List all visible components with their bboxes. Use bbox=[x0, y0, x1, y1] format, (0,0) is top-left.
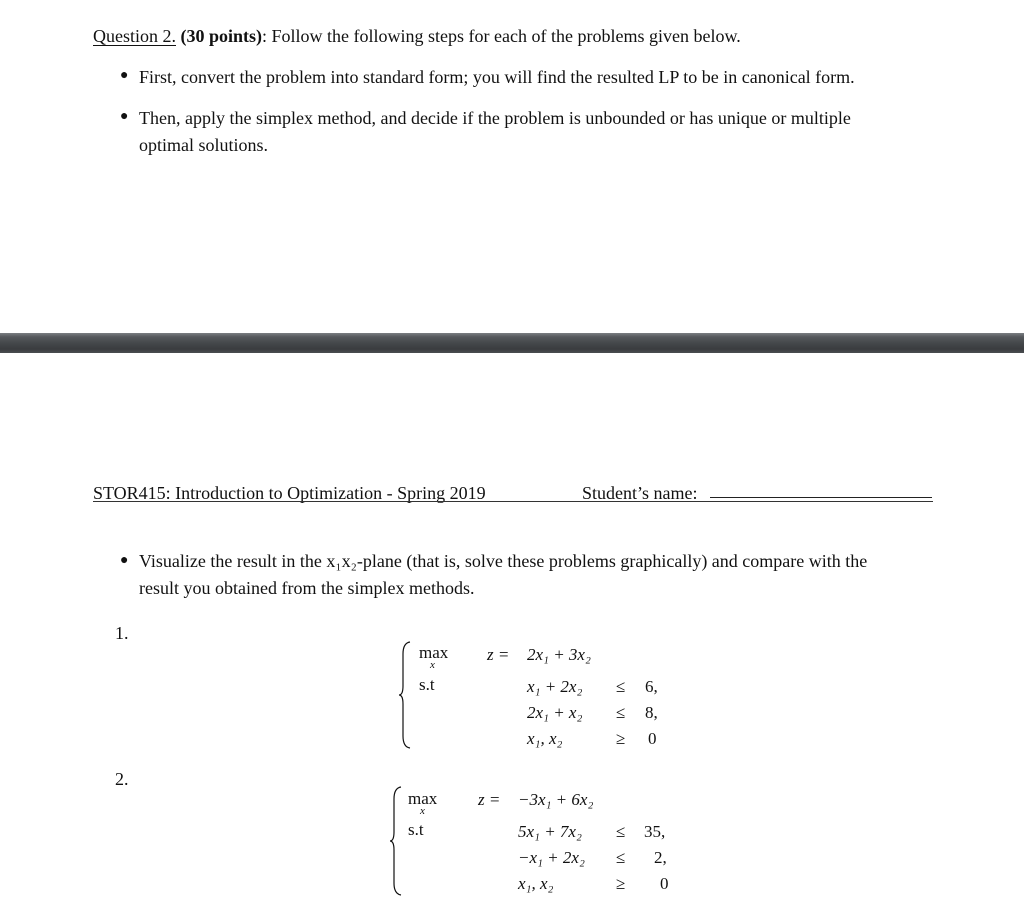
bullet-dot: ● bbox=[120, 553, 129, 568]
question-label: Question 2. bbox=[93, 26, 176, 46]
problem-1-objective: 2x₁ + 3x₂ bbox=[527, 645, 591, 664]
problem-1-number: 1. bbox=[115, 623, 129, 643]
problem-2-number: 2. bbox=[115, 769, 129, 789]
instruction-bullet-1: First, convert the problem into standard form; you will find the resulted LP to be in canonical form. bbox=[139, 67, 855, 87]
problem-2-constraint-3-rhs: 0 bbox=[660, 874, 669, 893]
student-name-field[interactable] bbox=[710, 497, 932, 498]
problem-1-max: max bbox=[419, 643, 449, 662]
bullet-dot: ● bbox=[120, 68, 129, 83]
problem-1-constraint-2-lhs: 2x₁ + x₂ bbox=[527, 703, 583, 722]
problem-1-constraint-1-rhs: 6, bbox=[645, 677, 658, 696]
problem-1-constraint-3-lhs: x₁, x₂ bbox=[527, 729, 563, 748]
instruction-bullet-2: Then, apply the simplex method, and decide if the problem is unbounded or has unique or multiple bbox=[139, 108, 851, 128]
problem-2-st: s.t bbox=[408, 820, 424, 839]
question-intro: Follow the following steps for each of the problems given below. bbox=[271, 26, 741, 46]
problem-2-constraint-2-rel: ≤ bbox=[616, 848, 626, 867]
problem-2-z: z = bbox=[478, 790, 501, 809]
problem-1-max-sub: x bbox=[430, 659, 435, 671]
problem-2-constraint-1-lhs: 5x₁ + 7x₂ bbox=[518, 822, 582, 841]
course-header: STOR415: Introduction to Optimization - Spring 2019 bbox=[93, 483, 486, 503]
problem-2-max: max bbox=[408, 789, 438, 808]
problem-1-constraint-1-rel: ≤ bbox=[616, 677, 626, 696]
visualize-bullet: Visualize the result in the x₁x₂-plane (that is, solve these problems graphically) and compare with the bbox=[139, 551, 868, 571]
problem-1-constraint-3-rhs: 0 bbox=[648, 729, 657, 748]
problem-2-objective: −3x₁ + 6x₂ bbox=[518, 790, 594, 809]
left-brace-icon bbox=[389, 785, 403, 897]
problem-2-constraint-3-lhs: x₁, x₂ bbox=[518, 874, 554, 893]
problem-2-constraint-2-rhs: 2, bbox=[654, 848, 667, 867]
problem-2-constraint-2-lhs: −x₁ + 2x₂ bbox=[518, 848, 585, 867]
problem-1-st: s.t bbox=[419, 675, 435, 694]
problem-1-constraint-3-rel: ≥ bbox=[616, 729, 626, 748]
left-brace-icon bbox=[398, 640, 412, 750]
instruction-bullet-2-cont: optimal solutions. bbox=[139, 135, 269, 155]
problem-2-max-sub: x bbox=[420, 805, 425, 817]
bullet-dot: ● bbox=[120, 109, 129, 124]
problem-1-constraint-1-lhs: x₁ + 2x₂ bbox=[527, 677, 583, 696]
page-separator bbox=[0, 333, 1024, 353]
question-points: (30 points) bbox=[180, 26, 263, 46]
problem-1-constraint-2-rhs: 8, bbox=[645, 703, 658, 722]
problem-2-constraint-1-rhs: 35, bbox=[644, 822, 666, 841]
question-heading: Question 2. (30 points): Follow the following steps for each of the problems given below. bbox=[93, 26, 741, 46]
problem-1-constraint-2-rel: ≤ bbox=[616, 703, 626, 722]
visualize-bullet-cont: result you obtained from the simplex methods. bbox=[139, 578, 475, 598]
problem-2-constraint-3-rel: ≥ bbox=[616, 874, 626, 893]
problem-2-constraint-1-rel: ≤ bbox=[616, 822, 626, 841]
student-name-label: Student’s name: bbox=[582, 483, 698, 503]
header-rule bbox=[93, 501, 933, 502]
problem-1-z: z = bbox=[487, 645, 510, 664]
